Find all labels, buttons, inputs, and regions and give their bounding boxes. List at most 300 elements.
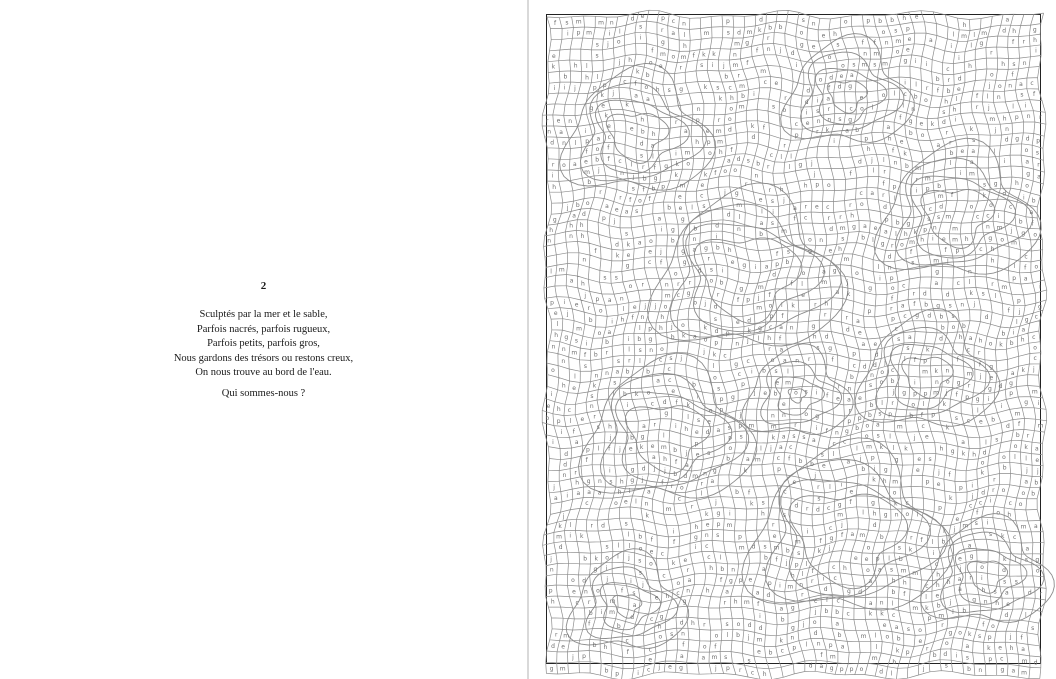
svg-text:c: c [700, 192, 704, 200]
svg-text:m: m [981, 29, 988, 37]
svg-text:o: o [768, 302, 773, 310]
svg-text:i: i [931, 235, 934, 243]
svg-text:a: a [646, 95, 650, 103]
svg-text:i: i [989, 497, 992, 505]
svg-text:a: a [870, 190, 875, 197]
svg-text:j: j [613, 218, 616, 226]
svg-text:d: d [941, 119, 946, 127]
svg-text:g: g [844, 428, 849, 436]
svg-text:a: a [826, 95, 831, 103]
svg-text:e: e [873, 341, 878, 349]
svg-text:i: i [780, 302, 783, 310]
svg-text:i: i [560, 429, 563, 437]
svg-text:h: h [779, 186, 784, 194]
svg-text:j: j [841, 521, 843, 529]
svg-text:j: j [572, 653, 574, 661]
svg-text:a: a [961, 438, 965, 446]
svg-text:s: s [605, 543, 609, 551]
svg-text:e: e [707, 418, 711, 426]
svg-text:e: e [914, 13, 919, 21]
svg-text:e: e [1006, 600, 1010, 608]
svg-text:l: l [1013, 263, 1016, 271]
svg-text:r: r [941, 622, 944, 630]
svg-text:b: b [909, 412, 914, 420]
svg-text:a: a [701, 654, 706, 662]
svg-text:g: g [993, 180, 998, 188]
svg-text:k: k [686, 402, 690, 410]
svg-text:j: j [641, 476, 644, 484]
svg-text:c: c [662, 572, 666, 580]
svg-text:a: a [657, 215, 662, 223]
svg-text:n: n [781, 411, 786, 419]
svg-text:f: f [730, 146, 733, 154]
svg-text:r: r [599, 188, 602, 196]
svg-text:o: o [648, 59, 653, 67]
svg-text:r: r [943, 528, 946, 536]
svg-text:c: c [846, 610, 850, 618]
svg-text:a: a [968, 335, 973, 343]
svg-text:g: g [852, 223, 856, 231]
svg-text:m: m [754, 456, 761, 464]
svg-text:m: m [563, 632, 570, 640]
svg-text:d: d [813, 629, 818, 637]
svg-text:j: j [994, 126, 997, 134]
svg-text:a: a [607, 296, 612, 304]
svg-text:k: k [592, 382, 597, 390]
svg-text:f: f [675, 459, 678, 466]
svg-text:o: o [860, 105, 864, 113]
svg-text:h: h [935, 582, 940, 590]
svg-text:n: n [766, 45, 771, 53]
svg-text:r: r [827, 215, 831, 222]
svg-text:p: p [1009, 389, 1014, 397]
svg-text:k: k [671, 560, 676, 567]
svg-text:s: s [625, 230, 629, 238]
svg-text:l: l [726, 631, 729, 639]
svg-text:k: k [880, 610, 884, 618]
svg-text:o: o [997, 82, 1002, 90]
svg-text:k: k [846, 290, 851, 298]
svg-text:d: d [943, 651, 948, 659]
svg-text:s: s [951, 313, 955, 321]
svg-text:p: p [775, 261, 780, 269]
svg-text:k: k [551, 63, 556, 71]
svg-text:j: j [1032, 366, 1035, 374]
svg-text:b: b [908, 130, 913, 137]
svg-text:i: i [611, 318, 613, 326]
svg-text:h: h [575, 479, 580, 487]
riddle-number: 2 [260, 280, 267, 292]
svg-text:r: r [717, 117, 721, 125]
svg-text:j: j [704, 300, 707, 308]
svg-text:e: e [774, 79, 779, 87]
svg-text:s: s [797, 549, 801, 557]
svg-text:i: i [822, 575, 825, 583]
svg-text:i: i [1037, 399, 1040, 407]
svg-text:i: i [696, 393, 699, 401]
svg-text:c: c [1032, 334, 1036, 341]
svg-text:r: r [700, 480, 704, 488]
svg-text:s: s [820, 451, 824, 459]
svg-text:c: c [1034, 313, 1038, 321]
svg-text:s: s [897, 335, 901, 343]
svg-text:a: a [868, 599, 873, 607]
svg-text:d: d [630, 15, 635, 23]
svg-text:r: r [890, 242, 894, 250]
svg-text:h: h [1033, 37, 1037, 45]
svg-text:d: d [705, 429, 710, 437]
svg-text:h: h [552, 183, 557, 191]
svg-text:d: d [564, 451, 569, 458]
svg-text:r: r [890, 305, 893, 313]
svg-text:m: m [952, 225, 958, 233]
svg-text:c: c [903, 91, 907, 98]
svg-text:i: i [660, 226, 663, 234]
svg-text:o: o [958, 629, 962, 637]
svg-text:l: l [922, 401, 925, 409]
svg-text:b: b [726, 455, 731, 463]
svg-text:f: f [692, 52, 695, 60]
svg-text:k: k [961, 450, 966, 458]
svg-text:p: p [815, 181, 820, 189]
svg-text:c: c [903, 313, 907, 320]
svg-text:p: p [725, 18, 730, 26]
svg-text:h: h [767, 334, 772, 342]
svg-text:c: c [1033, 355, 1037, 363]
svg-text:o: o [855, 269, 859, 277]
svg-text:b: b [720, 565, 725, 573]
svg-text:f: f [950, 191, 954, 199]
svg-text:o: o [980, 563, 984, 571]
svg-text:i: i [779, 582, 781, 590]
svg-text:d: d [829, 74, 834, 82]
svg-text:f: f [825, 596, 829, 604]
svg-text:o: o [638, 197, 642, 205]
svg-text:d: d [736, 156, 741, 164]
svg-text:f: f [714, 643, 717, 651]
svg-text:m: m [1014, 410, 1021, 418]
svg-text:p: p [892, 183, 897, 191]
svg-text:n: n [799, 581, 804, 589]
svg-text:s: s [836, 41, 840, 49]
svg-text:e: e [601, 102, 605, 110]
svg-text:h: h [1012, 28, 1017, 35]
svg-text:h: h [920, 236, 925, 244]
svg-text:i: i [753, 90, 755, 98]
verse-line: Nous gardons des trésors ou restons creux, [173, 352, 354, 364]
svg-text:r: r [807, 356, 811, 364]
svg-text:o: o [702, 643, 707, 651]
svg-text:c: c [905, 500, 909, 508]
svg-text:h: h [972, 451, 977, 459]
svg-text:r: r [605, 349, 609, 357]
svg-text:f: f [607, 155, 610, 163]
svg-text:g: g [664, 162, 669, 170]
svg-text:c: c [671, 18, 676, 26]
svg-text:k: k [825, 127, 830, 135]
svg-text:o: o [628, 283, 633, 291]
svg-text:s: s [565, 19, 569, 27]
svg-text:n: n [790, 634, 795, 642]
svg-text:o: o [969, 203, 974, 211]
svg-text:m: m [861, 61, 868, 69]
svg-text:h: h [990, 257, 995, 265]
svg-text:j: j [618, 58, 621, 66]
svg-text:c: c [956, 280, 960, 288]
svg-text:n: n [609, 19, 614, 27]
svg-text:j: j [846, 279, 849, 287]
svg-text:a: a [967, 542, 972, 550]
svg-text:e: e [955, 515, 960, 523]
svg-text:m: m [609, 609, 616, 617]
svg-text:l: l [683, 31, 686, 39]
svg-text:i: i [627, 335, 630, 343]
svg-text:g: g [564, 334, 569, 342]
svg-text:d: d [630, 614, 635, 622]
svg-text:d: d [713, 303, 718, 311]
svg-text:e: e [648, 656, 653, 664]
verse-line: Parfois petits, parfois gros, [207, 338, 320, 349]
svg-text:o: o [605, 554, 609, 562]
svg-text:b: b [961, 323, 966, 331]
svg-text:k: k [639, 444, 644, 451]
svg-text:a: a [1005, 16, 1010, 24]
svg-text:f: f [776, 250, 779, 258]
svg-text:l: l [780, 153, 783, 161]
svg-text:n: n [640, 313, 645, 321]
svg-text:o: o [895, 48, 900, 56]
svg-text:h: h [1009, 644, 1014, 652]
svg-text:f: f [976, 509, 979, 517]
svg-text:g: g [1024, 398, 1029, 406]
svg-text:r: r [679, 64, 683, 72]
svg-text:l: l [889, 433, 891, 441]
svg-text:f: f [899, 114, 902, 122]
svg-text:s: s [697, 417, 701, 425]
svg-text:l: l [1014, 454, 1016, 461]
svg-text:h: h [760, 510, 765, 518]
svg-text:o: o [658, 633, 663, 641]
svg-text:c: c [707, 553, 711, 561]
svg-text:l: l [862, 509, 864, 517]
svg-text:p: p [923, 226, 928, 234]
svg-text:j: j [566, 204, 569, 212]
svg-text:d: d [747, 622, 752, 630]
svg-text:b: b [673, 471, 678, 478]
svg-text:r: r [839, 214, 842, 222]
svg-text:e: e [629, 125, 634, 133]
svg-text:r: r [619, 194, 622, 202]
svg-text:i: i [932, 550, 935, 558]
svg-text:p: p [891, 315, 895, 323]
svg-text:e: e [864, 555, 869, 563]
svg-text:r: r [703, 621, 706, 629]
svg-text:c: c [585, 499, 589, 507]
svg-text:f: f [920, 412, 923, 419]
svg-text:n: n [1022, 59, 1027, 67]
svg-text:h: h [762, 671, 767, 679]
svg-text:e: e [811, 43, 816, 51]
svg-text:a: a [877, 566, 882, 574]
svg-text:f: f [653, 164, 656, 172]
svg-text:j: j [574, 84, 576, 92]
svg-text:b: b [967, 666, 971, 674]
svg-text:m: m [732, 62, 739, 69]
svg-text:j: j [813, 170, 816, 178]
svg-text:e: e [925, 433, 929, 441]
svg-text:e: e [553, 310, 558, 318]
svg-text:a: a [745, 456, 750, 464]
svg-text:n: n [704, 532, 709, 540]
svg-text:h: h [936, 571, 941, 579]
svg-text:m: m [839, 224, 846, 232]
svg-text:e: e [648, 248, 652, 256]
svg-text:j: j [747, 634, 750, 641]
svg-text:m: m [1020, 523, 1027, 531]
svg-text:i: i [914, 58, 917, 66]
svg-text:l: l [652, 153, 654, 161]
svg-text:e: e [632, 303, 637, 311]
svg-text:g: g [625, 262, 630, 270]
svg-text:h: h [1020, 336, 1025, 344]
svg-text:o: o [841, 62, 845, 70]
svg-text:b: b [1001, 330, 1006, 338]
svg-text:k: k [703, 171, 708, 179]
svg-text:r: r [849, 202, 852, 210]
svg-text:e: e [574, 301, 579, 309]
svg-text:a: a [812, 437, 816, 445]
svg-text:p: p [875, 555, 880, 563]
svg-text:l: l [970, 42, 973, 50]
svg-text:p: p [585, 138, 590, 146]
svg-text:e: e [700, 182, 705, 190]
svg-text:h: h [580, 233, 585, 241]
svg-text:s: s [763, 543, 767, 551]
svg-text:r: r [674, 119, 678, 127]
svg-text:p: p [905, 25, 910, 33]
svg-text:e: e [607, 123, 611, 131]
svg-text:n: n [795, 357, 800, 365]
svg-text:f: f [1031, 220, 1034, 228]
svg-text:f: f [634, 80, 637, 88]
svg-text:p: p [602, 82, 607, 89]
svg-text:l: l [805, 560, 808, 568]
svg-text:p: p [550, 299, 554, 307]
svg-text:s: s [954, 415, 958, 423]
svg-text:g: g [552, 216, 557, 224]
svg-text:m: m [684, 149, 691, 157]
svg-text:r: r [805, 505, 809, 513]
svg-text:s: s [614, 274, 618, 282]
svg-text:h: h [695, 138, 700, 146]
svg-text:c: c [737, 370, 742, 378]
svg-text:b: b [1034, 479, 1039, 487]
svg-text:p: p [988, 656, 993, 663]
svg-text:l: l [985, 439, 987, 447]
svg-text:l: l [986, 93, 989, 101]
svg-text:p: p [661, 183, 666, 191]
svg-text:l: l [1015, 319, 1018, 327]
svg-text:j: j [722, 62, 725, 70]
svg-text:g: g [549, 665, 554, 673]
svg-text:j: j [715, 499, 717, 507]
svg-text:p: p [955, 247, 960, 255]
svg-text:p: p [888, 411, 893, 419]
svg-text:b: b [588, 316, 593, 324]
svg-text:g: g [728, 577, 733, 585]
svg-text:g: g [798, 161, 803, 169]
svg-text:e: e [683, 557, 688, 564]
svg-text:b: b [891, 589, 896, 596]
svg-text:g: g [742, 262, 747, 270]
svg-text:d: d [551, 642, 555, 650]
svg-text:n: n [605, 370, 609, 378]
svg-text:s: s [944, 662, 948, 670]
svg-text:b: b [890, 17, 895, 25]
svg-text:g: g [1015, 135, 1020, 143]
svg-text:o: o [770, 357, 775, 364]
svg-text:l: l [805, 641, 808, 649]
svg-text:p: p [556, 417, 561, 425]
svg-text:a: a [847, 396, 851, 404]
svg-text:s: s [772, 103, 776, 111]
svg-text:r: r [677, 281, 680, 289]
svg-text:d: d [804, 98, 809, 106]
svg-text:n: n [960, 301, 965, 309]
svg-text:j: j [922, 665, 925, 673]
svg-text:g: g [1026, 170, 1031, 178]
svg-text:s: s [816, 344, 820, 352]
svg-text:e: e [882, 622, 887, 629]
svg-text:f: f [675, 399, 678, 407]
svg-text:e: e [763, 389, 768, 397]
svg-text:m: m [866, 443, 873, 451]
svg-text:d: d [939, 335, 943, 343]
svg-text:l: l [761, 208, 763, 216]
svg-text:g: g [704, 244, 708, 252]
svg-text:o: o [818, 76, 823, 84]
svg-text:o: o [562, 161, 566, 169]
svg-text:j: j [810, 160, 813, 167]
svg-text:e: e [730, 258, 735, 266]
svg-text:m: m [773, 544, 780, 552]
svg-text:g: g [848, 83, 853, 91]
svg-text:p: p [548, 587, 553, 595]
svg-text:g: g [894, 456, 899, 464]
svg-text:m: m [781, 228, 788, 235]
svg-text:e: e [748, 576, 753, 584]
svg-text:i: i [584, 127, 587, 135]
svg-text:k: k [868, 610, 873, 618]
svg-text:i: i [626, 402, 629, 409]
svg-text:b: b [949, 149, 954, 157]
svg-text:s: s [727, 424, 731, 432]
svg-text:h: h [850, 212, 855, 220]
svg-text:l: l [1012, 103, 1014, 111]
svg-text:o: o [671, 53, 676, 61]
svg-text:o: o [1013, 442, 1018, 450]
svg-text:r: r [845, 314, 849, 322]
svg-text:e: e [858, 395, 862, 403]
svg-text:r: r [1026, 432, 1030, 440]
svg-text:j: j [597, 166, 600, 174]
svg-text:h: h [549, 227, 554, 234]
svg-text:l: l [915, 81, 917, 89]
svg-text:p: p [738, 422, 743, 430]
svg-text:b: b [824, 607, 829, 615]
svg-text:d: d [759, 16, 763, 24]
svg-text:m: m [909, 239, 915, 247]
